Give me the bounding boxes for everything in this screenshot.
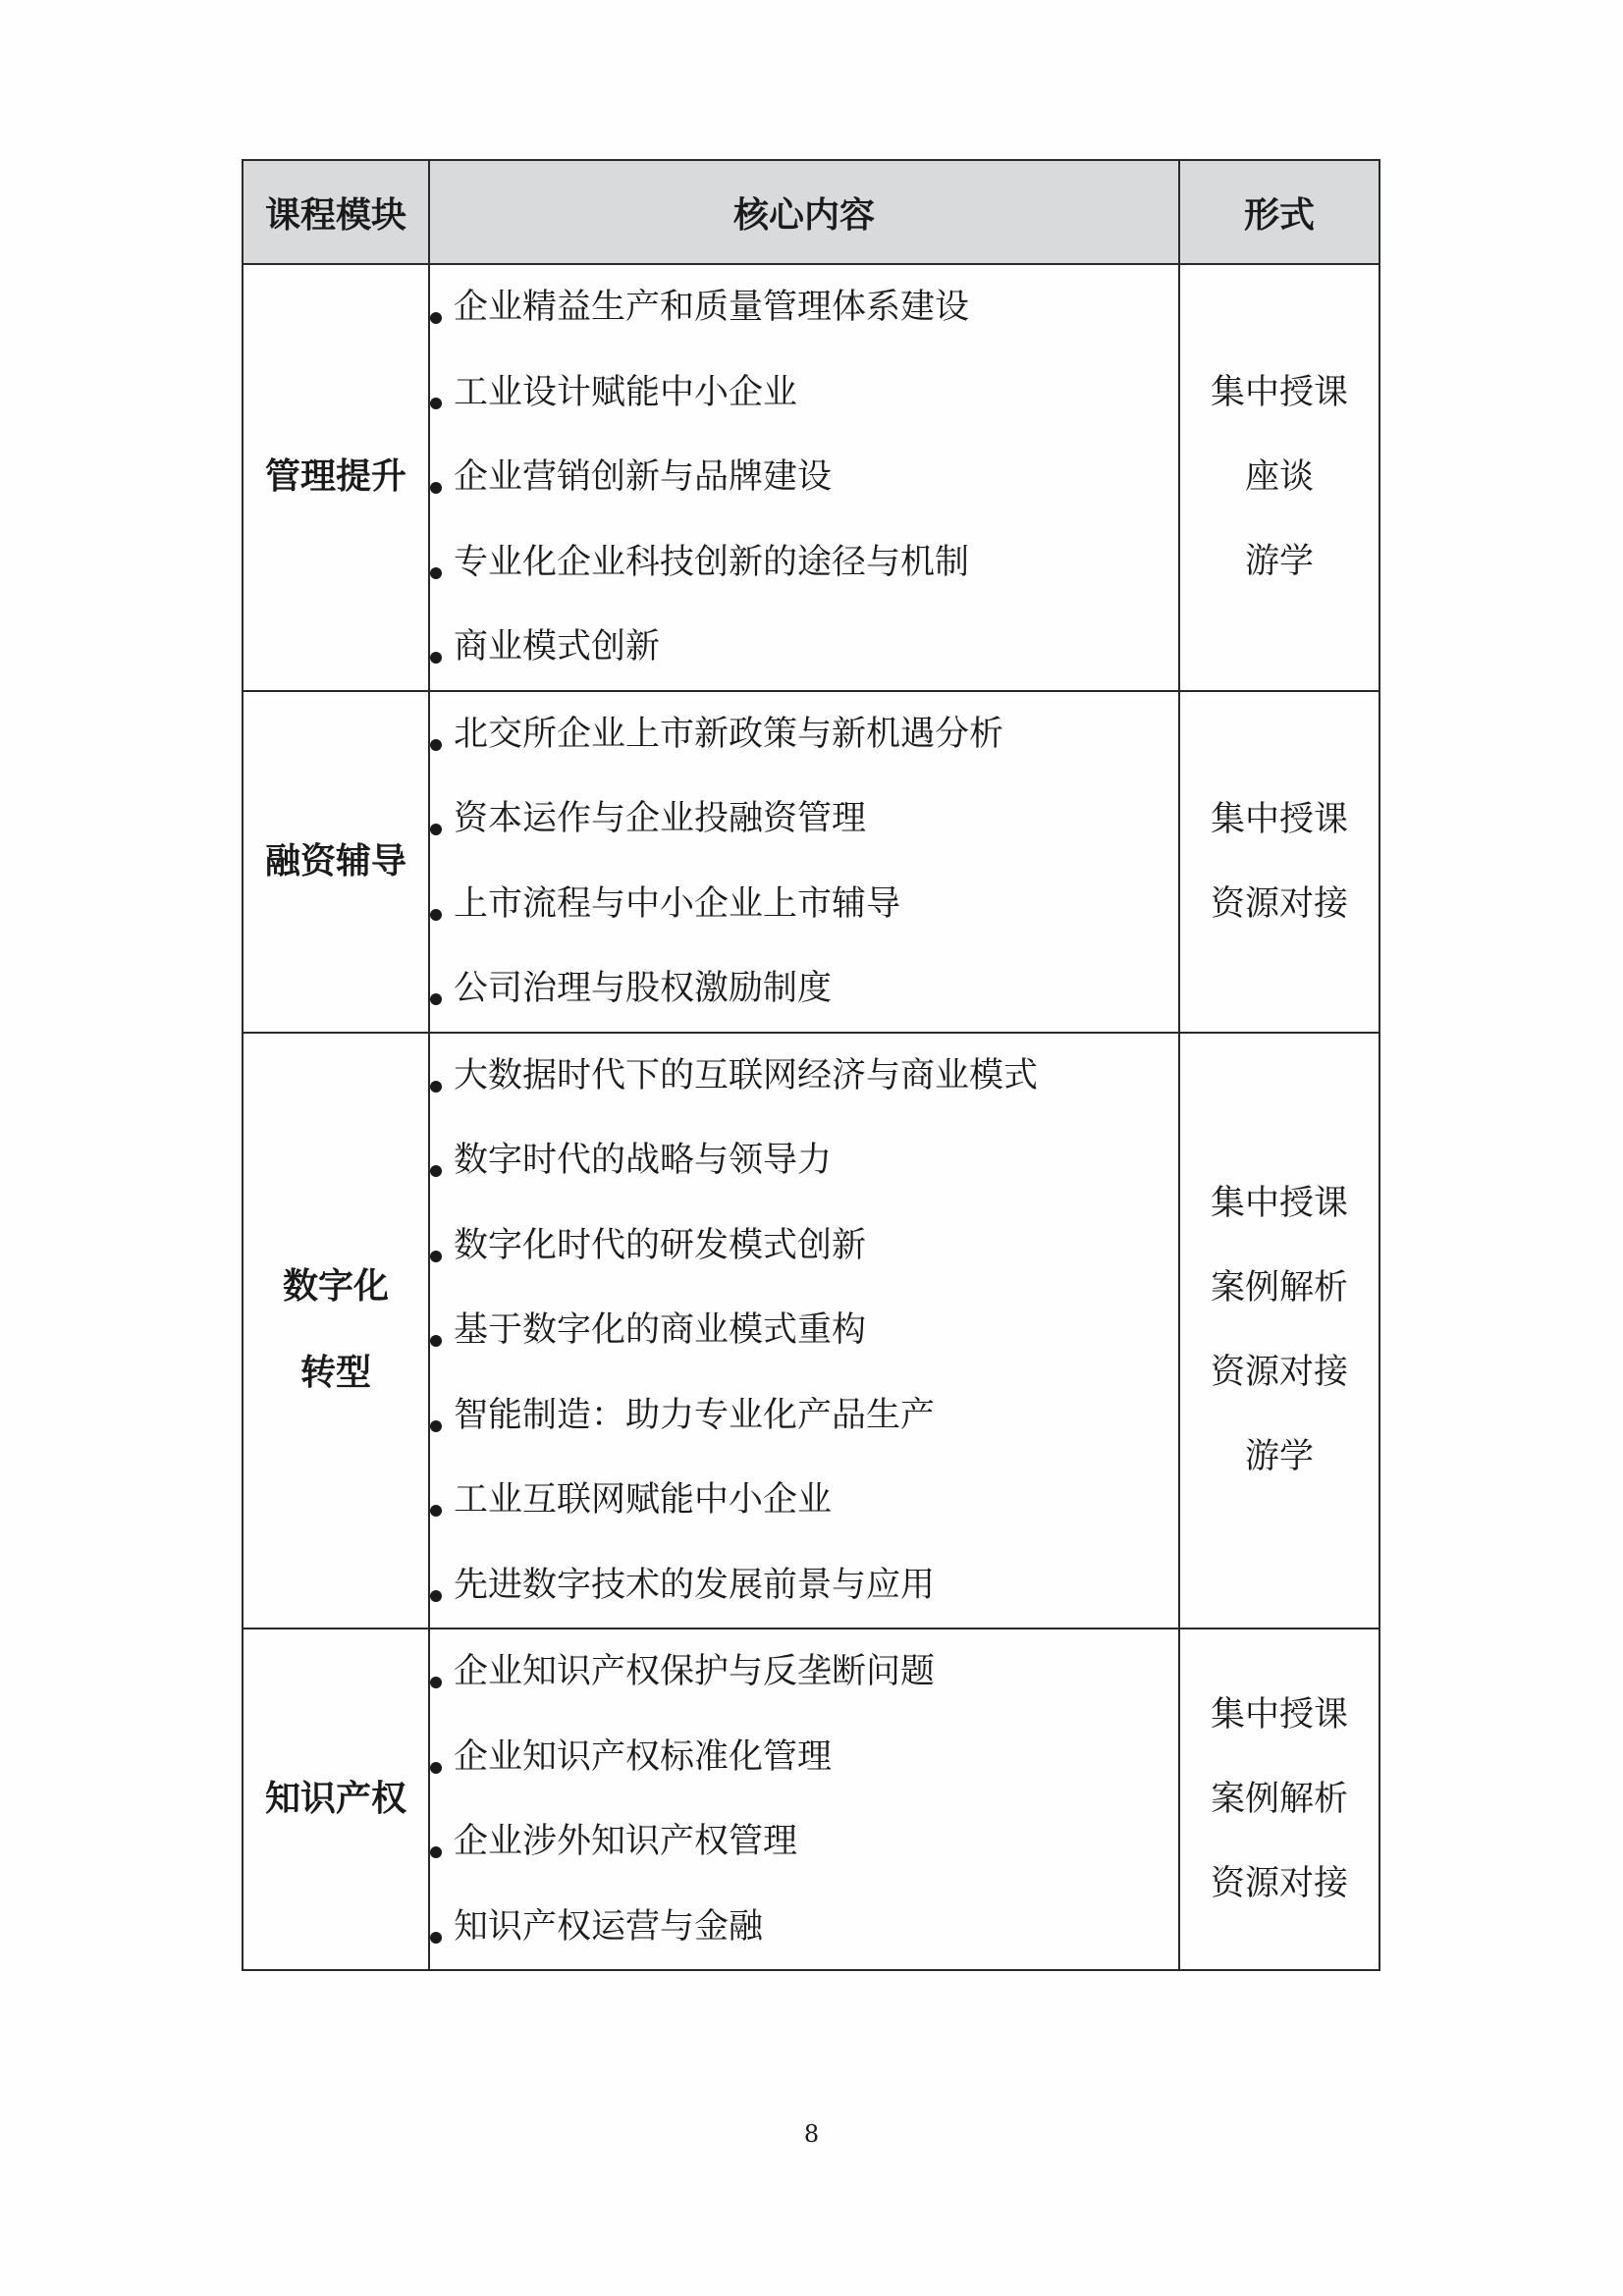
bullet-icon [430,824,442,835]
bullet-icon [430,1081,442,1093]
list-item [430,776,1178,862]
module-cell [243,1033,429,1629]
format-item: 案例解析 [1210,1268,1348,1308]
format-item: 游学 [1244,542,1314,582]
list-item [430,1543,1178,1629]
format-item: 座谈 [1244,457,1314,498]
list-item-text: 北交所企业上市新政策与新机遇分析 [454,714,1004,754]
list-item-text: 企业知识产权标准化管理 [454,1736,833,1777]
list-item-text: 商业模式创新 [454,627,661,667]
list-item [430,1715,1178,1800]
module-cell [243,691,429,1033]
format-item: 资源对接 [1210,1353,1348,1393]
list-item-text: 先进数字技术的发展前景与应用 [454,1565,936,1605]
table-row [243,1033,1380,1629]
bullet-icon [430,1932,442,1944]
list-item [430,435,1178,520]
table-row [243,264,1380,691]
list-item [430,1458,1178,1543]
list-item [430,350,1178,436]
list-item [430,1118,1178,1203]
bullet-icon [430,1335,442,1347]
bullet-icon [430,739,442,751]
format-cell [1179,1629,1380,1970]
header-module: 课程模块 [243,160,429,264]
list-item [430,692,1178,777]
content-list [430,692,1178,1032]
format-item: 资源对接 [1210,883,1348,924]
table-header-row [243,160,1380,264]
bullet-icon [430,1590,442,1602]
format-item: 资源对接 [1210,1864,1348,1903]
bullet-icon [430,1165,442,1177]
list-item-text: 数字时代的战略与领导力 [454,1141,833,1180]
table-row [243,691,1380,1033]
list-item-text: 知识产权运营与金融 [454,1906,764,1947]
content-list [430,1034,1178,1629]
course-module-table [242,159,1380,1971]
module-name: 数字化 [282,1266,389,1308]
format-item: 集中授课 [1210,1184,1348,1224]
table-row [243,1629,1380,1970]
format-cell [1179,1033,1380,1629]
list-item-text: 公司治理与股权激励制度 [454,969,833,1008]
format-item: 案例解析 [1210,1780,1348,1819]
module-name: 知识产权 [264,1779,406,1819]
bullet-icon [430,1251,442,1262]
bullet-icon [430,1505,442,1517]
list-item-text: 上市流程与中小企业上市辅导 [454,883,901,924]
bullet-icon [430,398,442,409]
module-name: 融资辅导 [264,840,406,881]
list-item-text: 智能制造：助力专业化产品生产 [454,1395,936,1435]
bullet-icon [430,1677,442,1688]
bullet-icon [430,482,442,494]
format-cell [1179,264,1380,691]
list-item-text: 企业涉外知识产权管理 [454,1822,798,1861]
content-cell [429,264,1179,691]
list-item [430,1373,1178,1459]
content-cell [429,1629,1179,1970]
list-item-text: 企业知识产权保护与反垄断问题 [454,1652,936,1691]
list-item-text: 企业精益生产和质量管理体系建设 [454,288,970,327]
module-name: 转型 [299,1353,371,1394]
list-item [430,1629,1178,1715]
format-item: 集中授课 [1210,373,1348,413]
module-cell [243,1629,429,1970]
list-item [430,946,1178,1032]
header-format: 形式 [1179,160,1380,264]
list-item [430,265,1178,350]
list-item-text: 工业设计赋能中小企业 [454,372,798,412]
bullet-icon [430,909,442,921]
format-item: 集中授课 [1210,799,1348,839]
format-item: 游学 [1244,1437,1314,1477]
list-item [430,605,1178,690]
list-item [430,1034,1178,1119]
list-item [430,1885,1178,1970]
format-item: 集中授课 [1210,1695,1348,1735]
list-item-text: 资本运作与企业投融资管理 [454,799,867,838]
module-cell [243,264,429,691]
header-content: 核心内容 [429,160,1179,264]
list-item [430,1203,1178,1289]
table-body [243,264,1380,1970]
bullet-icon [430,1846,442,1858]
bullet-icon [430,652,442,664]
list-item [430,1288,1178,1373]
bullet-icon [430,993,442,1005]
content-list [430,1629,1178,1969]
list-item-text: 专业化企业科技创新的途径与机制 [454,542,970,582]
list-item-text: 数字化时代的研发模式创新 [454,1225,867,1265]
list-item [430,520,1178,606]
bullet-icon [430,312,442,324]
list-item-text: 工业互联网赋能中小企业 [454,1480,833,1520]
bullet-icon [430,1420,442,1432]
module-name: 管理提升 [264,456,406,498]
content-cell [429,691,1179,1033]
list-item [430,1799,1178,1885]
list-item-text: 企业营销创新与品牌建设 [454,457,833,497]
bullet-icon [430,567,442,579]
list-item-text: 基于数字化的商业模式重构 [454,1310,867,1350]
bullet-icon [430,1762,442,1774]
list-item [430,862,1178,947]
content-list [430,265,1178,690]
content-cell [429,1033,1179,1629]
list-item-text: 大数据时代下的互联网经济与商业模式 [454,1055,1039,1095]
page-number: 8 [803,2120,820,2148]
format-cell [1179,691,1380,1033]
